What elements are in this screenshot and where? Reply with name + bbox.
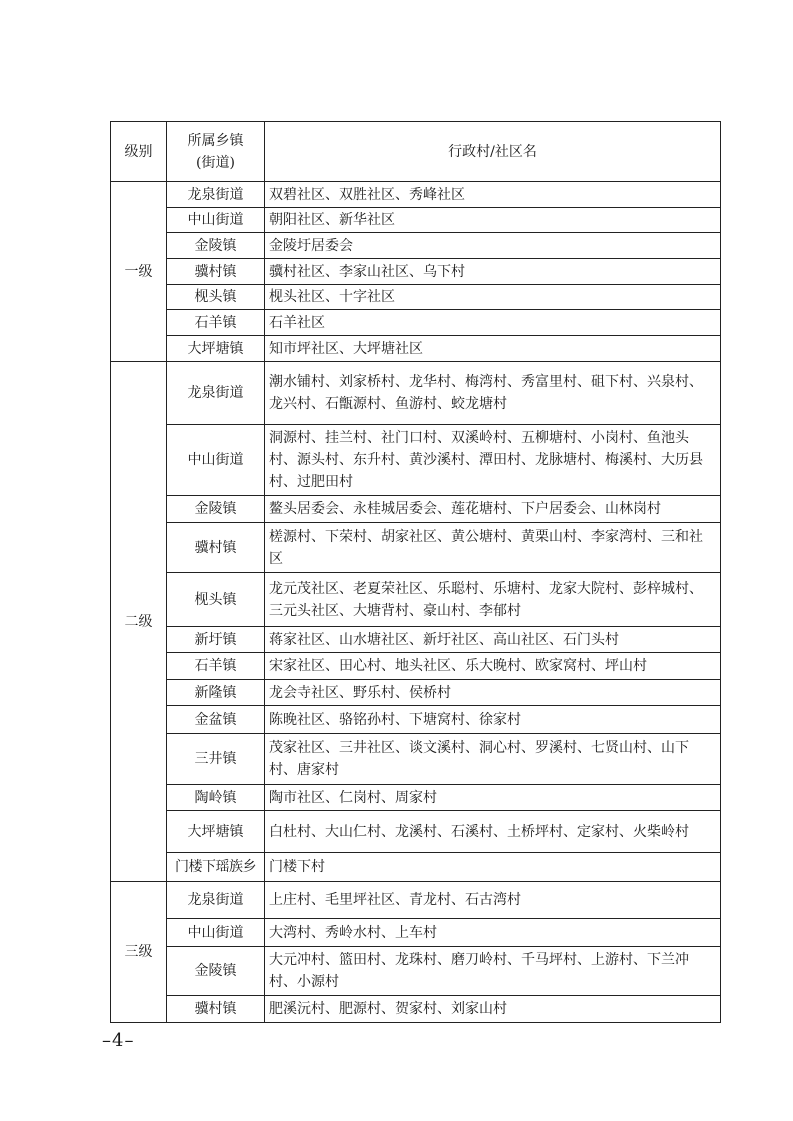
table-row	[111, 919, 721, 947]
table-row	[111, 947, 721, 996]
header-town-line2: (街道)	[196, 154, 235, 171]
header-town	[167, 122, 265, 182]
town-cell: 金陵镇	[167, 947, 265, 996]
names-cell: 肥溪沅村、肥源村、贺家村、刘家山村	[265, 996, 721, 1023]
table-row	[111, 285, 721, 310]
town-cell: 龙泉街道	[167, 362, 265, 425]
table-row	[111, 627, 721, 653]
table-row	[111, 996, 721, 1023]
names-cell: 茂家社区、三井社区、谈文溪村、洞心村、罗溪村、七贤山村、山下村、唐家村	[265, 734, 721, 785]
table-row	[111, 785, 721, 811]
names-cell: 鳌头居委会、永桂城居委会、莲花塘村、下户居委会、山林岗村	[265, 496, 721, 523]
village-classification-table	[110, 121, 721, 1023]
table-header-row	[111, 122, 721, 182]
names-cell: 槎源村、下荣村、胡家社区、黄公塘村、黄栗山村、李家湾村、三和社区	[265, 523, 721, 573]
level-two-cell: 二级	[111, 362, 167, 882]
names-cell: 双碧社区、双胜社区、秀峰社区	[265, 182, 721, 208]
names-cell: 陈晚社区、骆铭孙村、下塘窝村、徐家村	[265, 706, 721, 734]
table-row	[111, 336, 721, 362]
town-cell: 骥村镇	[167, 259, 265, 285]
page-number: –4–	[102, 1030, 135, 1051]
level-three-cell: 三级	[111, 882, 167, 1023]
town-cell: 门楼下瑶族乡	[167, 853, 265, 882]
town-cell: 龙泉街道	[167, 182, 265, 208]
town-cell: 金盆镇	[167, 706, 265, 734]
names-cell: 石羊社区	[265, 310, 721, 336]
names-cell: 金陵圩居委会	[265, 233, 721, 259]
table-row	[111, 680, 721, 706]
table-row	[111, 259, 721, 285]
names-cell: 白杜村、大山仁村、龙溪村、石溪村、土桥坪村、定家村、火柴岭村	[265, 811, 721, 853]
table-row	[111, 208, 721, 233]
names-cell: 龙元茂社区、老夏荣社区、乐聪村、乐塘村、龙家大院村、彭梓城村、三元头社区、大塘背村、豪山村、李郁村	[265, 573, 721, 627]
table-row	[111, 853, 721, 882]
town-cell: 枧头镇	[167, 285, 265, 310]
names-cell: 上庄村、毛里坪社区、青龙村、石古湾村	[265, 882, 721, 919]
table-row	[111, 182, 721, 208]
town-cell: 大坪塘镇	[167, 811, 265, 853]
table-row	[111, 233, 721, 259]
names-cell: 龙会寺社区、野乐村、侯桥村	[265, 680, 721, 706]
table-row	[111, 882, 721, 919]
table-row	[111, 734, 721, 785]
town-cell: 中山街道	[167, 919, 265, 947]
names-cell: 门楼下村	[265, 853, 721, 882]
table-row	[111, 310, 721, 336]
names-cell: 潮水铺村、刘家桥村、龙华村、梅湾村、秀富里村、砠下村、兴泉村、龙兴村、石甑源村、鱼游村、蛟龙塘村	[265, 362, 721, 425]
table-row	[111, 523, 721, 573]
town-cell: 龙泉街道	[167, 882, 265, 919]
town-cell: 陶岭镇	[167, 785, 265, 811]
names-cell: 洞源村、挂兰村、社门口村、双溪岭村、五柳塘村、小岗村、鱼池头村、源头村、东升村、黄沙溪村、潭田村、龙脉塘村、梅溪村、大历县村、过肥田村	[265, 425, 721, 496]
names-cell: 蒋家社区、山水塘社区、新圩社区、高山社区、石门头村	[265, 627, 721, 653]
town-cell: 石羊镇	[167, 310, 265, 336]
town-cell: 新圩镇	[167, 627, 265, 653]
header-level: 级别	[111, 122, 167, 182]
table-row	[111, 573, 721, 627]
names-cell: 陶市社区、仁岗村、周家村	[265, 785, 721, 811]
table-row	[111, 653, 721, 680]
table-row	[111, 362, 721, 425]
town-cell: 金陵镇	[167, 233, 265, 259]
town-cell: 中山街道	[167, 208, 265, 233]
names-cell: 朝阳社区、新华社区	[265, 208, 721, 233]
names-cell: 宋家社区、田心村、地头社区、乐大晚村、欧家窝村、坪山村	[265, 653, 721, 680]
town-cell: 中山街道	[167, 425, 265, 496]
town-cell: 金陵镇	[167, 496, 265, 523]
names-cell: 大元冲村、篮田村、龙珠村、磨刀岭村、千马坪村、上游村、下兰冲村、小源村	[265, 947, 721, 996]
names-cell: 枧头社区、十字社区	[265, 285, 721, 310]
town-cell: 枧头镇	[167, 573, 265, 627]
town-cell: 石羊镇	[167, 653, 265, 680]
level-one-cell: 一级	[111, 182, 167, 362]
table-row	[111, 811, 721, 853]
header-town-line1: 所属乡镇	[187, 132, 244, 149]
table-row	[111, 496, 721, 523]
header-names: 行政村/社区名	[265, 122, 721, 182]
names-cell: 大湾村、秀岭水村、上车村	[265, 919, 721, 947]
town-cell: 大坪塘镇	[167, 336, 265, 362]
names-cell: 知市坪社区、大坪塘社区	[265, 336, 721, 362]
table-row	[111, 425, 721, 496]
names-cell: 骥村社区、李家山社区、乌下村	[265, 259, 721, 285]
town-cell: 骥村镇	[167, 523, 265, 573]
town-cell: 骥村镇	[167, 996, 265, 1023]
table-row	[111, 706, 721, 734]
town-cell: 新隆镇	[167, 680, 265, 706]
town-cell: 三井镇	[167, 734, 265, 785]
